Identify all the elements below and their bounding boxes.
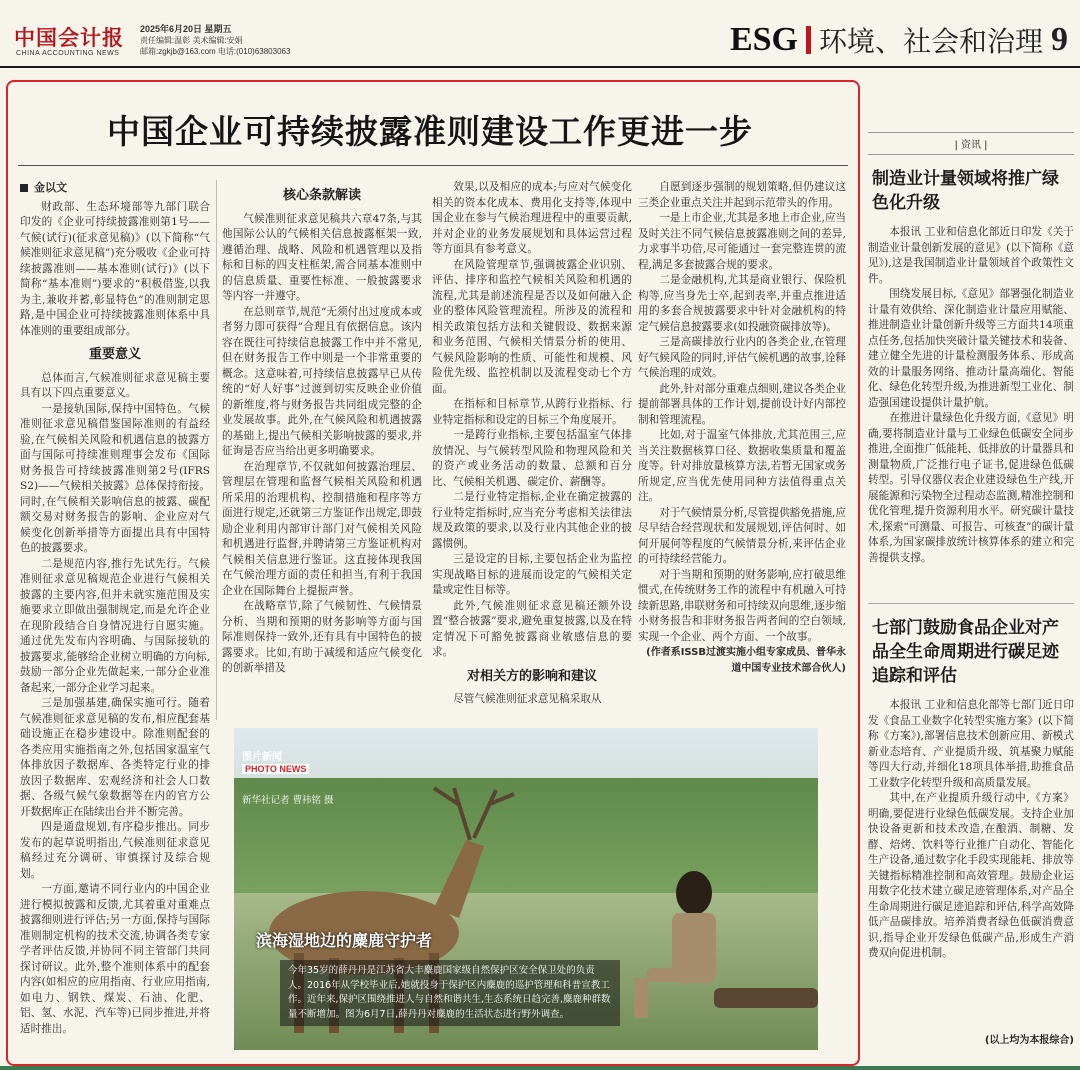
paragraph: 此外,气候准则征求意见稿还额外设置“整合披露”要求,避免重复披露,以及在特定情况下可豁免披露商业敏感信息的要求。	[432, 599, 632, 658]
paragraph: 财政部、生态环境部等九部门联合印发的《企业可持续披露准则第1号——气候(试行)(征求意见稿)》(以下简称“气候准则征求意见稿”)充分吸收《企业可持续披露准则——基本准则(试行)》(以下简称“基本准则”)要求的“积极借鉴,以我为主,兼收并蓄,彰显特色”的准则制定思路,是中国企业可持续披露准则体系中具体准则的重要组成部分。	[20, 200, 210, 337]
section-title	[730, 20, 1068, 60]
subheading: 核心条款解读	[282, 188, 361, 203]
sidebar-note: (以上均为本报综合)	[984, 1035, 1074, 1046]
issue-date: 2025年6月20日 星期五	[140, 24, 232, 34]
paragraph: 本报讯 工业和信息化部等七部门近日印发《食品工业数字化转型实施方案》(以下简称《方案》),部署信息技术创新应用、新模式新业态培育、产业提质升级、筑基聚力赋能等四大行动,并细化18项具体举措,助推食品工业数字化转型升级和高质量发展。	[868, 699, 1074, 789]
author-note: (作者系ISSB过渡实施小组专家成员、普华永道中国专业技术部合伙人)	[646, 647, 846, 674]
author-name: 金以文	[34, 181, 67, 194]
paragraph: 四是通盘规划,有序稳步推出。同步发布的起草说明指出,气候准则征求意见稿经过充分调研、审慎探讨及综合规划。	[20, 821, 210, 880]
masthead	[0, 0, 1080, 68]
bottom-bar	[0, 1066, 1080, 1070]
section-en: ESG	[729, 21, 798, 58]
paragraph: 二是规范内容,推行先试先行。气候准则征求意见稿规范企业进行气候相关披露的主要内容,但并未就实施范围及实施要求立即做出强制规定,而是允许企业在现阶段结合自身情况进行自愿实施。通过优先发布内容明确、与国际接轨的披露要求,能够给企业树立明确的方向标,鼓励一部分企业先做起来,一部分企业准备起来,一部分企业学习起来。	[20, 557, 210, 694]
deer-antlers	[434, 788, 514, 840]
paragraph: 总体而言,气候准则征求意见稿主要具有以下四点重要意义。	[20, 371, 210, 399]
paragraph: 二是金融机构,尤其是商业银行、保险机构等,应当身先士卒,起到表率,并重点推进适用的多套合规披露要求中针对金融机构的特定气候信息披露要求(如投融资碳排放等)。	[638, 274, 846, 333]
paragraph: 在指标和目标章节,从跨行业指标、行业特定指标和设定的目标三个角度展开。	[432, 398, 632, 426]
photo-credit: 新华社记者 曹祎铭 摄	[242, 795, 334, 806]
paragraph: 围绕发展目标,《意见》部署强化制造业计量有效供给、深化制造业计量应用赋能、推进制造业计量创新升级等三方面共14项重点任务,包括加快突破计量关键技术和装备、建立健全先进的计量检测服务体系、形成高效的计量服务网络、推动计量高端化、智能化、绿色化转型升级,为推进新型工业化、制造强国建设提供计量护航。	[868, 288, 1074, 409]
byline-square-icon	[20, 184, 28, 192]
paragraph: 比如,对于温室气体排放,尤其范围三,应当关注数据核算口径、数据收集质量和覆盖度等。针对排放量核算方法,若暂无国家或务所规定,应当优先使用同种方法值得重点关注。	[638, 429, 846, 503]
paragraph: 尽管气候准则征求意见稿采取从	[453, 693, 602, 705]
sidebar-item-2-title: 七部门鼓励食品企业对产品全生命周期进行碳足迹追踪和评估	[872, 618, 1059, 686]
page-number: 9	[1051, 21, 1068, 58]
newspaper-logo: 中国会计报	[14, 25, 124, 50]
paragraph: 本报讯 工业和信息化部近日印发《关于制造业计量创新发展的意见》(以下简称《意见》),这是我国制造业计量领域首个政策性文件。	[868, 226, 1074, 285]
photo-news-label: 图片新闻	[242, 752, 282, 763]
paragraph: 三是高碳排放行业内的各类企业,在管理好气候风险的同时,评估气候机遇的故事,诠释气候治理的成效。	[638, 336, 846, 379]
paragraph: 对于当期和预期的财务影响,应打破思维惯式,在传统财务工作的流程中有机融入可持续新思路,串联财务和可持续双向思维,逐步缩小财务报告和非财务报告两者间的空白领域,实现一个企业、两个方面、一个故事。	[638, 568, 846, 643]
paragraph: 三是加强基建,确保实施可行。随着气候准则征求意见稿的发布,相应配套基础设施正在稳步建设中。除准则配套的各类应用实施指南之外,包括国家温室气体排放因子数据库、各类特定行业的排放因子数据库、宏观经济和社会人口数据、各级气候气象数据等在内的官方公开数据库正在陆续出台并不断完善。	[20, 697, 210, 818]
photo-caption: 今年35岁的薛丹丹是江苏省大丰麋鹿国家级自然保护区安全保卫处的负责人。2016年从学校毕业后,她就投身于保护区内麋鹿的巡护管理和科普宣教工作。近年来,保护区围绕推进人与自然和谐共生,生态系统日趋完善,麋鹿种群数量不断增加。图为6月7日,薛丹丹对麋鹿的生活状态进行野外调查。	[280, 960, 620, 1026]
paragraph: 在治理章节,不仅就如何披露治理层、管理层在管理和监督气候相关风险和机遇所采用的治理机构、控制措施和程序等方面进行规定,还就第三方鉴证作出规定,即鼓励企业利用内部审计部门对气候相关风险和机遇进行监督,并聘请第三方鉴证机构对气候相关信息进行鉴证。这直接体现我国在气候治理方面的责任和担当,有利于我国企业在国际舞台上提振声誉。	[222, 460, 422, 597]
paragraph: 自愿到逐步强制的规划策略,但仍建议这三类企业重点关注并起到示范带头的作用。	[638, 181, 846, 209]
photo-title: 滨海湿地边的麋鹿守护者	[256, 931, 433, 950]
paragraph: 一是上市企业,尤其是多地上市企业,应当及时关注不同气候信息披露准则之间的差异,力求事半功倍,尽可能通过一套完整连贯的流程,满足多套披露合规的要求。	[638, 212, 846, 271]
paragraph: 一是跨行业指标,主要包括温室气体排放情况、与气候转型风险和物理风险和关的资产或业务活动的数量、总额和百分比、气候相关机遇、碳定价、薪酬等。	[432, 429, 632, 488]
subheading: 对相关方的影响和建议	[466, 668, 597, 684]
news-sidebar	[868, 80, 1074, 1066]
sidebar-item-2-body	[868, 698, 1074, 1068]
editor-credits: 责任编辑:温彰 美术编辑:安娟	[140, 36, 243, 45]
sidebar-tag: | 资讯 |	[868, 132, 1074, 155]
headline-rule	[18, 165, 848, 166]
paragraph: 此外,针对部分重难点细则,建议各类企业提前部署具体的工作计划,提前设计好内部控制和管理流程。	[638, 382, 846, 426]
col4-content	[638, 180, 846, 676]
person-legs	[634, 978, 648, 1018]
col2-content	[222, 188, 422, 677]
paragraph: 二是行业特定指标,企业在确定披露的行业特定指标时,应当充分考虑相关法律法规及政策的要求,以及行业内其他企业的披露惯例。	[432, 491, 632, 550]
photo-news	[234, 728, 818, 1050]
contact-info: 邮箱:zgkjb@163.com 电话:(010)63803063	[140, 47, 291, 56]
column-divider	[216, 180, 217, 720]
paragraph: 在风险管理章节,强调披露企业识别、评估、排序和监控气候相关风险和机遇的流程,尤其是前述流程是否以及如何融入企业的整体风险管理流程。所涉及的流程和相关政策包括方法和关键假设、数据来源和业务范围、气候相关情景分析的使用、气候风险影响的性质、可能性和规模、风险优先级、监控机制以及流程变动七个方面。	[432, 258, 632, 395]
sidebar-item-1-body	[868, 225, 1074, 595]
paragraph: 在推进计量绿色化升级方面,《意见》明确,要将制造业计量与工业绿色低碳安全同步推进,全面推广低能耗、低排放的计量器具和测量物质,广泛推行电子证书,促进绿色低碳转型。引导仪器仪表企业建设绿色生产线,开展能源和污染物全过程动态监测,精准控制和优化管理,提升资源利用水平。研究碳计量技术,探索“可测量、可报告、可核查”的碳计量体系,为国家碳排放统计核算体系的建立和完善提供支撑。	[868, 412, 1074, 564]
subheading: 重要意义	[88, 347, 141, 362]
paragraph: 气候准则征求意见稿共六章47条,与其他国际公认的气候相关信息披露框架一致,遵循治理、战略、风险和机遇管理以及指标和目标的四支柱框架,需合同基本准则中的信息质量、重要性标准、一般披露要求等内容一并遵守。	[222, 212, 422, 302]
byline	[20, 180, 210, 196]
article-column-1	[20, 180, 210, 1050]
person-legs	[646, 968, 706, 982]
issue-info	[140, 24, 290, 57]
section-bar	[806, 26, 811, 54]
paragraph: 一方面,邀请不同行业内的中国企业进行模拟披露和反馈,尤其着重对重难点披露细则进行评估;另一方面,保持与国际准则制定机构的技术交流,协调各类专家学者评估反馈,并协同不同主管部门共同探讨研议。此外,整个准则体系中的配套内容(如相应的应用指南、行业应用指南,如电力、钢铁、煤炭、石油、化肥、铝、氢、水泥、汽车等)已同步推进,并将适时推出。	[20, 883, 210, 1035]
paragraph: 效果,以及相应的成本;与应对气候变化相关的资本化成本、费用化支持等,体现中国企业在参与气候治理进程中的重要贡献,并对企业的业务发展规划和具体运营过程等方面具有参考意义。	[432, 181, 632, 255]
paragraph: 在战略章节,除了气候韧性、气候情景分析、当期和预期的财务影响等方面与国际准则保持一致外,还有具有中国特色的披露要求。比如,有助于减缓和适应气候变化的创新举措及	[222, 600, 422, 674]
paragraph: 其中,在产业提质升级行动中,《方案》明确,要促进行业绿色低碳发展。支持企业加快设备更新和技术改造,在酿酒、制糖、发酵、焙烤、饮料等行业推广自动化、智能化生产设备,通过数字化手段实现能耗、排放等关键指标精准控制和高效管理。鼓励企业运用数字化技术建立碳足迹管理体系,对产品全生命周期进行碳足迹追踪和评估,科学高效降低产品碳排放。培养消费者绿色低碳消费意识,指导企业开发绿色低碳产品,形成生产消费双向促进机制。	[868, 792, 1074, 959]
newspaper-logo-en: CHINA ACCOUNTING NEWS	[16, 50, 120, 57]
article-column-4	[638, 180, 846, 720]
col1-content	[20, 200, 210, 1038]
deer-neck	[434, 840, 484, 918]
article-column-2	[222, 180, 422, 720]
paragraph: 对于气候情景分析,尽管提供豁免措施,应尽早结合经营现状和发展规划,评估何时、如何开展何等程度的气候情景分析,来评估企业的可持续经营能力。	[638, 506, 846, 565]
col3-content	[432, 180, 632, 708]
log-bench	[714, 988, 818, 1008]
sidebar-item-1-title: 制造业计量领域将推广绿色化升级	[872, 169, 1059, 213]
article-headline: 中国企业可持续披露准则建设工作更进一步	[107, 112, 753, 151]
paragraph: 三是设定的目标,主要包括企业为监控实现战略目标的进展而设定的气候相关定量或定性目标等。	[432, 553, 632, 596]
sidebar-separator	[868, 603, 1074, 604]
paragraph: 一是接轨国际,保持中国特色。气候准则征求意见稿借鉴国际准则的有益经验,在气候相关风险和机遇信息的披露方面与国际可持续准则理事会发布《国际财务报告可持续披露准则第2号(IFRS S2)——气候相关披露》总体保持衔接。同时,在气候相关影响信息的披露、碳配额交易对财务报告的影响、企业应对气候变化创新举措等方面提出具有中国特色的披露要求。	[20, 402, 210, 554]
section-cn: 环境、社会和治理	[818, 25, 1043, 58]
article-column-3	[432, 180, 632, 720]
person-head	[676, 871, 712, 915]
paragraph: 在总则章节,规范“无须付出过度成本或者努力即可获得”合理且有依据信息。该内容在既往可持续信息披露工作中并不常见,但在财务报告工作中则是一个非常重要的概念。这意味着,可持续信息披露早已从传统的“好人好事”过渡到切实反映企业价值的新维度,将与财务报告共同组成完整的企业发展故事。此外,在气候风险和机遇披露的基础上,提出气候相关影响披露的要求,并征询是否应当给出更多明确要求。	[222, 305, 422, 457]
photo-news-label-en: PHOTO NEWS	[242, 764, 309, 774]
